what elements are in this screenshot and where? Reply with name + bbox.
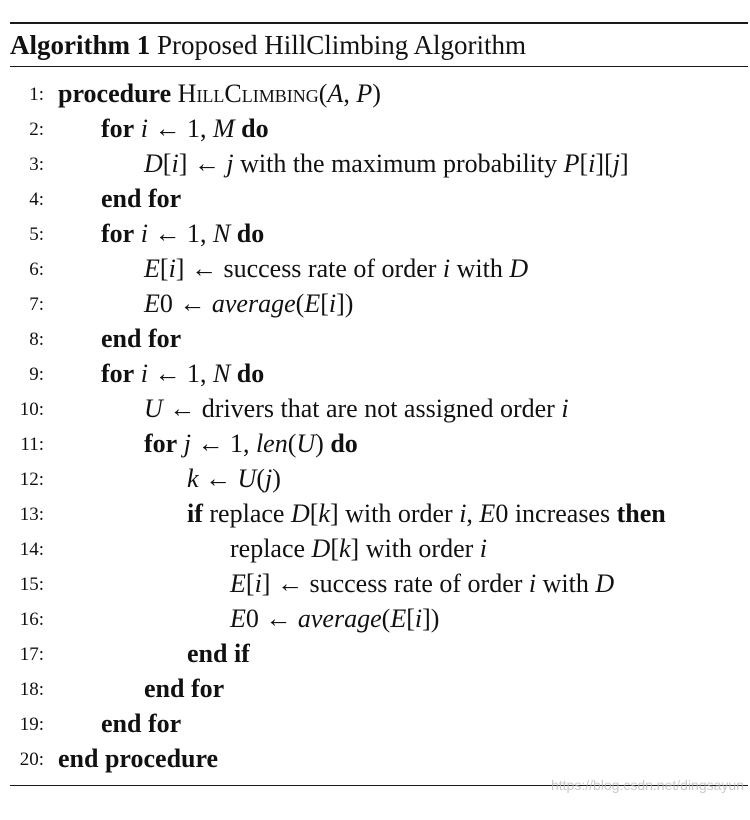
math-symbol: average [297, 604, 382, 633]
math-symbol: k [318, 499, 330, 528]
code-text: ← drivers that are not assigned order [162, 394, 562, 423]
math-symbol: E [390, 604, 407, 633]
algorithm-line [0, 251, 750, 286]
keyword: do [236, 359, 265, 388]
algorithm-body [0, 76, 750, 776]
math-symbol: D [509, 254, 529, 283]
math-symbol: i [459, 499, 467, 528]
code-text: ← 1, [147, 219, 213, 248]
math-symbol: j [612, 149, 620, 178]
math-symbol: i [140, 114, 148, 143]
line-code [101, 706, 181, 741]
code-text: ) [272, 464, 281, 493]
line-code [230, 531, 487, 566]
algorithm-caption [10, 30, 526, 60]
algorithm-line [0, 566, 750, 601]
keyword: if [187, 499, 203, 528]
math-symbol: i [328, 289, 337, 318]
algorithm-line [0, 601, 750, 636]
line-number: 20: [19, 749, 44, 770]
keyword: end for [101, 324, 182, 353]
keyword: do [236, 219, 265, 248]
math-symbol: D [311, 534, 331, 563]
line-number: 1: [29, 84, 44, 105]
keyword: for [144, 429, 178, 458]
line-code [144, 426, 358, 461]
keyword: procedure [58, 79, 172, 108]
caption-rule [10, 66, 748, 67]
line-code [101, 356, 264, 391]
math-symbol: i [528, 569, 537, 598]
math-symbol: i [588, 149, 596, 178]
line-number: 14: [19, 539, 44, 560]
math-symbol: M [212, 114, 235, 143]
algorithm-line [0, 671, 750, 706]
code-text: [ [245, 569, 255, 598]
code-text: [ [320, 289, 329, 318]
code-text: HillClimbing [177, 79, 319, 108]
line-code [144, 391, 569, 426]
line-code [230, 566, 614, 601]
algorithm-line [0, 706, 750, 741]
code-text: [ [406, 604, 415, 633]
line-number: 11: [20, 434, 44, 455]
code-text: ( [318, 79, 328, 108]
code-text: [ [330, 534, 339, 563]
algorithm-line [0, 636, 750, 671]
line-code [230, 601, 439, 636]
code-text: , [466, 499, 480, 528]
math-symbol: D [290, 499, 310, 528]
line-code [144, 671, 224, 706]
code-text: 0 increases [495, 499, 617, 528]
code-text: ( [287, 429, 297, 458]
line-number: 18: [19, 679, 44, 700]
code-text: , [343, 79, 357, 108]
math-symbol: average [211, 289, 296, 318]
math-symbol: k [339, 534, 351, 563]
code-text: ) [372, 79, 381, 108]
keyword: end procedure [58, 744, 219, 773]
keyword: then [616, 499, 666, 528]
algorithm-line [0, 426, 750, 461]
math-symbol: U [144, 394, 163, 423]
math-symbol: j [183, 429, 191, 458]
algorithm-line [0, 216, 750, 251]
code-text: ← 1, [147, 114, 213, 143]
code-text: [ [162, 149, 172, 178]
algorithm-line [0, 286, 750, 321]
line-code [101, 181, 181, 216]
math-symbol: j [265, 464, 273, 493]
code-text: ( [256, 464, 265, 493]
math-symbol: i [414, 604, 423, 633]
math-symbol: i [442, 254, 451, 283]
algorithm-line [0, 76, 750, 111]
code-text: replace [202, 499, 291, 528]
line-number: 17: [19, 644, 44, 665]
math-symbol: k [187, 464, 199, 493]
code-text: ( [381, 604, 391, 633]
keyword: end for [144, 674, 225, 703]
math-symbol: i [168, 254, 176, 283]
math-symbol: N [212, 359, 231, 388]
keyword: end for [101, 184, 182, 213]
algorithm-line [0, 356, 750, 391]
math-symbol: A [327, 79, 344, 108]
code-text: [ [309, 499, 319, 528]
math-symbol: i [561, 394, 569, 423]
algorithm-line [0, 181, 750, 216]
math-symbol: j [226, 149, 234, 178]
line-number: 10: [19, 399, 44, 420]
line-number: 2: [29, 119, 44, 140]
line-number: 19: [19, 714, 44, 735]
math-symbol: i [140, 359, 148, 388]
code-text: ← [198, 464, 238, 493]
math-symbol: i [479, 534, 488, 563]
keyword: end for [101, 709, 182, 738]
line-code [144, 251, 528, 286]
keyword: do [330, 429, 358, 458]
line-code [187, 461, 281, 496]
math-symbol: i [171, 149, 179, 178]
math-symbol: N [212, 219, 231, 248]
algorithm-label: Algorithm 1 [10, 30, 151, 60]
math-symbol: E [144, 254, 160, 283]
line-number: 3: [29, 154, 44, 175]
line-number: 15: [19, 574, 44, 595]
keyword: for [101, 359, 135, 388]
line-code [144, 286, 353, 321]
code-text: [ [579, 149, 589, 178]
math-symbol: U [296, 429, 316, 458]
code-text: 0 ← [159, 289, 212, 318]
keyword: for [101, 114, 135, 143]
line-code [101, 216, 264, 251]
code-text: ) [315, 429, 331, 458]
algorithm-title: Proposed HillClimbing Algorithm [156, 30, 527, 60]
keyword: end if [187, 639, 250, 668]
code-text: ] ← success rate of order [261, 569, 529, 598]
code-text: ] ← success rate of order [175, 254, 443, 283]
code-text: with [536, 569, 596, 598]
math-symbol: i [254, 569, 262, 598]
line-code [58, 741, 218, 776]
math-symbol: D [144, 149, 163, 178]
watermark: https://blog.csdn.net/dingsayun [550, 777, 744, 793]
line-number: 4: [29, 189, 44, 210]
code-text: ] with order [329, 499, 460, 528]
code-text: replace [230, 534, 312, 563]
math-symbol: P [356, 79, 373, 108]
line-number: 9: [29, 364, 44, 385]
algorithm-line [0, 391, 750, 426]
line-number: 6: [29, 259, 44, 280]
keyword: for [101, 219, 135, 248]
algorithm-line [0, 146, 750, 181]
line-code [144, 146, 629, 181]
math-symbol: P [563, 149, 580, 178]
line-code [187, 496, 666, 531]
code-text: ← 1, [190, 429, 256, 458]
algorithm-line [0, 461, 750, 496]
line-code [187, 636, 250, 671]
code-text: 0 ← [245, 604, 298, 633]
code-text: ][ [595, 149, 613, 178]
line-number: 16: [19, 609, 44, 630]
math-symbol: E [230, 604, 246, 633]
code-text: [ [159, 254, 169, 283]
algorithm-line [0, 531, 750, 566]
code-text: ( [295, 289, 305, 318]
keyword: do [241, 114, 269, 143]
line-code [58, 76, 381, 111]
code-text: ← 1, [147, 359, 213, 388]
math-symbol: i [140, 219, 148, 248]
algorithm-line [0, 321, 750, 356]
line-number: 7: [29, 294, 44, 315]
math-symbol: E [304, 289, 321, 318]
line-number: 13: [19, 504, 44, 525]
code-text: ] [619, 149, 629, 178]
algorithm-line [0, 741, 750, 776]
line-code [101, 321, 181, 356]
code-text: ] with order [350, 534, 480, 563]
math-symbol: D [595, 569, 615, 598]
code-text: with [450, 254, 510, 283]
line-code [101, 111, 269, 146]
algorithm-line [0, 111, 750, 146]
line-number: 12: [19, 469, 44, 490]
code-text: ]) [336, 289, 354, 318]
code-text: ]) [422, 604, 440, 633]
math-symbol: len [255, 429, 288, 458]
code-text: ] ← [178, 149, 227, 178]
math-symbol: U [237, 464, 257, 493]
line-number: 5: [29, 224, 44, 245]
line-number: 8: [29, 329, 44, 350]
top-rule [10, 22, 748, 24]
math-symbol: E [144, 289, 160, 318]
algorithm-line [0, 496, 750, 531]
code-text: with the maximum probability [233, 149, 564, 178]
math-symbol: E [230, 569, 246, 598]
math-symbol: E [479, 499, 496, 528]
